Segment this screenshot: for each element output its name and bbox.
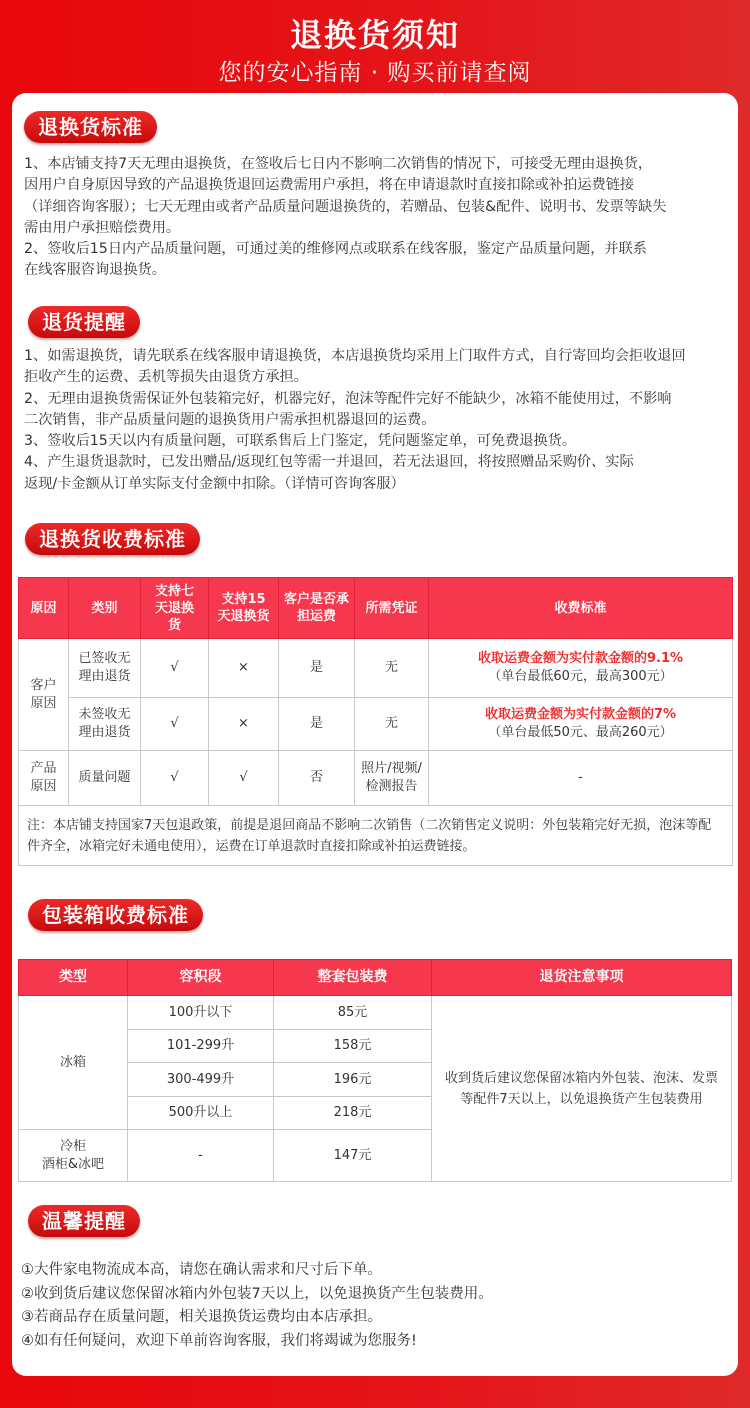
text-line: ③若商品存在质量问题，相关退换货运费均由本店承担。	[21, 1309, 382, 1325]
header-notice: 退货注意事项	[432, 960, 732, 996]
cell-reason: 产品原因	[19, 751, 69, 806]
content-card	[12, 93, 738, 1376]
cell-volume: 300-499升	[128, 1063, 274, 1097]
cell-volume: 500升以上	[128, 1097, 274, 1130]
table-note-row	[19, 806, 733, 866]
return-reminder-text	[24, 346, 686, 495]
text-line: 3、签收后15天以内有质量问题，可联系售后上门鉴定，凭问题鉴定单，可免费退换货。	[24, 433, 577, 450]
text-line: 4、产生退货退款时，已发出赠品/返现红包等需一并退回，若无法退回，将按照赠品采购价、实际	[24, 454, 634, 471]
type-line: 酒柜&冰吧	[41, 1156, 105, 1172]
cell-category: 质量问题	[69, 751, 141, 806]
text-line: 二次销售，非产品质量问题的退换货用户需承担机器退回的运费。	[24, 411, 436, 428]
cell-fifteen-day: ×	[209, 698, 279, 751]
cell-fee: 196元	[274, 1063, 432, 1097]
page-title: 退换货须知	[289, 16, 460, 54]
header-volume: 容积段	[128, 960, 274, 996]
cell-category: 已签收无理由退货	[69, 639, 141, 698]
cell-proof: 照片/视频/检测报告	[355, 751, 429, 806]
text-line: 在线客服咨询退换货。	[24, 262, 166, 279]
table-row	[19, 751, 733, 806]
cell-fee: 158元	[274, 1030, 432, 1063]
text-line: （详细咨询客服）；七天无理由或者产品质量问题退换货的，若赠品、包装&配件、说明书、发票等缺失	[24, 198, 667, 215]
type-line: 冷柜	[59, 1138, 86, 1154]
table-header-row	[19, 578, 733, 639]
header-fifteen-day: 支持15天退换货	[209, 578, 279, 639]
packaging-fee-table	[18, 959, 732, 1182]
cell-type-fridge: 冰箱	[19, 996, 128, 1130]
text-line: 拒收产生的运费、丢机等损失由退货方承担。	[24, 369, 308, 386]
table-row	[19, 639, 733, 698]
header-reason: 原因	[19, 578, 69, 639]
text-line: 需由用户承担赔偿费用。	[24, 219, 181, 236]
cell-seven-day: √	[141, 751, 209, 806]
cell-seven-day: √	[141, 698, 209, 751]
cell-type-other	[19, 1130, 128, 1182]
return-standard-text	[24, 154, 666, 282]
cell-seven-day: √	[141, 639, 209, 698]
cell-fifteen-day: ×	[209, 639, 279, 698]
section-badge-return-standard: 退换货标准	[24, 111, 157, 143]
fee-main: 收取运费金额为实付款金额的7%	[484, 707, 677, 722]
header-customer-pays: 客户是否承担运费	[279, 578, 355, 639]
header-package-fee: 整套包装费	[274, 960, 432, 996]
cell-fee-standard	[429, 639, 733, 698]
text-line: ①大件家电物流成本高，请您在确认需求和尺寸后下单。	[21, 1262, 382, 1278]
cell-fee-standard: -	[429, 751, 733, 806]
text-line: ②收到货后建议您保留冰箱内外包装7天以上，以免退换货产生包装费用。	[21, 1285, 493, 1302]
cell-fee: 85元	[274, 996, 432, 1030]
header-category: 类别	[69, 578, 141, 639]
fee-main: 收取运费金额为实付款金额的9.1%	[477, 651, 684, 666]
return-fee-table	[18, 577, 733, 866]
text-line: 返现/卡金额从订单实际支付金额中扣除。（详情可咨询客服）	[24, 475, 405, 492]
cell-fee-standard	[429, 698, 733, 751]
header-seven-day: 支持七天退换货	[141, 578, 209, 639]
text-line: 因用户自身原因导致的产品退换货退回运费需用户承担，将在申请退款时直接扣除或补拍运费链接	[24, 177, 635, 194]
table-row	[19, 698, 733, 751]
text-line: 2、签收后15日内产品质量问题，可通过美的维修网点或联系在线客服，鉴定产品质量问题，并联系	[24, 241, 647, 258]
table-header-row	[19, 960, 732, 996]
cell-customer-pays: 否	[279, 751, 355, 806]
cell-volume: 100升以下	[128, 996, 274, 1030]
cell-proof: 无	[355, 639, 429, 698]
cell-fifteen-day: √	[209, 751, 279, 806]
text-line: 1、本店铺支持7天无理由退换货，在签收后七日内不影响二次销售的情况下，可接受无理由退换货，	[24, 156, 653, 172]
cell-fee: 147元	[274, 1130, 432, 1182]
cell-category: 未签收无理由退货	[69, 698, 141, 751]
warm-tips-text	[21, 1259, 493, 1353]
text-line: ④如有任何疑问，欢迎下单前咨询客服，我们将竭诚为您服务!	[21, 1332, 417, 1349]
cell-fee: 218元	[274, 1097, 432, 1130]
cell-customer-pays: 是	[279, 639, 355, 698]
section-badge-warm-tips: 温馨提醒	[28, 1205, 140, 1237]
cell-volume: -	[128, 1130, 274, 1182]
cell-volume: 101-299升	[128, 1030, 274, 1063]
text-line: 1、如需退换货，请先联系在线客服申请退换货，本店退换货均采用上门取件方式，自行寄回均会拒收退回	[24, 348, 686, 364]
section-badge-packaging-fee: 包装箱收费标准	[28, 899, 203, 931]
cell-customer-pays: 是	[279, 698, 355, 751]
section-badge-return-reminder: 退货提醒	[28, 306, 140, 338]
policy-note: 注：本店铺支持国家7天包退政策，前提是退回商品不影响二次销售（二次销售定义说明：外包装箱完好无损，泡沫等配件齐全，冰箱完好未通电使用），运费在订单退款时直接扣除或补拍运费链接。	[19, 806, 733, 866]
text-line: 2、无理由退换货需保证外包装箱完好，机器完好，泡沫等配件完好不能缺少，冰箱不能使用过，不影响	[24, 390, 672, 407]
page-subtitle: 您的安心指南 · 购买前请查阅	[218, 60, 532, 86]
cell-reason: 客户原因	[19, 639, 69, 751]
table-row	[19, 996, 732, 1030]
fee-sub: （单台最低50元、最高260元）	[488, 725, 673, 740]
fee-sub: （单台最低60元，最高300元）	[488, 669, 673, 684]
header-fee-standard: 收费标准	[429, 578, 733, 639]
header-type: 类型	[19, 960, 128, 996]
cell-return-notice: 收到货后建议您保留冰箱内外包装、泡沫、发票等配件7天以上，以免退换货产生包装费用	[432, 996, 732, 1182]
cell-proof: 无	[355, 698, 429, 751]
header-proof: 所需凭证	[355, 578, 429, 639]
section-badge-fee-standard: 退换货收费标准	[25, 523, 200, 555]
